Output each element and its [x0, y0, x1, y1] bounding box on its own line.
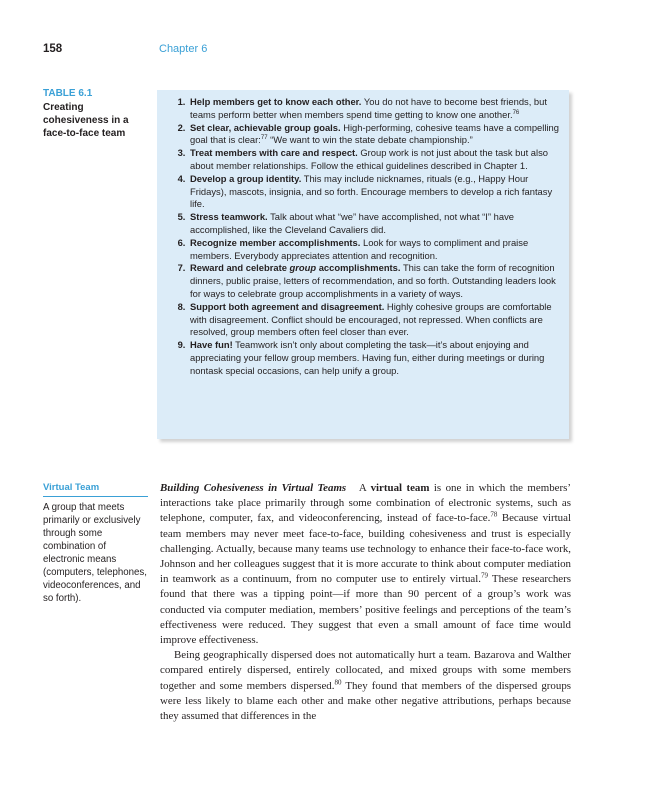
list-item — [188, 122, 559, 148]
endnote-ref: 78 — [490, 510, 498, 519]
tips-list — [157, 90, 569, 378]
item-heading: Have fun! — [190, 339, 233, 351]
list-item — [188, 237, 559, 263]
item-heading: Support both agreement and disagreement. — [190, 300, 385, 312]
item-heading: Recognize member accomplishments. — [190, 236, 361, 248]
endnote-ref: 79 — [481, 571, 488, 580]
item-text: High-performing, cohesive teams have a compelling goal that is clear: — [190, 121, 559, 146]
item-text: Teamwork isn’t only about completing the task—it’s about enjoying and appreciating your fellow group members. Having fun, either during meetings or during nontask special occasions, can help unify a group. — [190, 339, 545, 376]
paragraph — [160, 648, 571, 724]
table-caption — [43, 88, 148, 140]
text-run: A — [358, 482, 367, 494]
item-heading: Reward and celebrate — [190, 262, 287, 274]
item-heading: Stress teamwork. — [190, 211, 268, 223]
text-run: is one in which the members’ interactions take place primarily through some combination of electronic systems, such as telephone, computer, fax, and videoconferencing, instead of face-to-face. — [160, 482, 571, 525]
item-heading: Develop a group identity. — [190, 172, 302, 184]
item-heading-emphasis: group — [289, 262, 317, 274]
tips-box — [157, 90, 569, 439]
list-item — [188, 96, 559, 122]
table-label: TABLE 6.1 — [43, 88, 93, 99]
item-text: This can take the form of recognition dinners, public praise, letters of recommendation, and so forth. Outstanding leaders look for ways to celebrate group accomplishments in a variety of ways. — [190, 262, 556, 299]
endnote-ref: 77 — [260, 135, 268, 142]
list-item — [188, 147, 559, 173]
item-heading: Treat members with care and respect. — [190, 147, 358, 159]
chapter-title: Chapter 6 — [159, 43, 208, 55]
item-text: Highly cohesive groups are comfortable with disagreement. Conflict should be encouraged, not repressed. When conflicts are resolved, group members often feel closer than ever. — [190, 300, 552, 338]
key-term: virtual team — [370, 482, 430, 494]
item-text: You do not have to become best friends, but teams perform better when members spend time getting to know one another. — [190, 96, 547, 120]
item-heading: Set clear, achievable group goals. — [190, 121, 341, 133]
text-run: These researchers found that there was a tipping point—if more than 90 percent of a group’s work was conducted via computer mediation, members’ positive feelings and perceptions of the team’s effectiveness were reduced. They suggest that even a small amount of face time would improve effectiveness. — [160, 573, 572, 647]
item-heading-end: accomplishments. — [318, 262, 401, 274]
list-item — [188, 301, 559, 339]
page-number: 158 — [43, 43, 63, 55]
text-run: They found that members of the dispersed groups were less likely to blame each other and make other negative attributions, perhaps because they assumed that differences in the — [160, 679, 572, 723]
item-quote: “We want to win the state debate championship.” — [270, 134, 473, 146]
glossary-sidebar — [43, 482, 148, 605]
glossary-definition: A group that meets primarily or exclusively through some combination of electronic means (computers, telephones, videoconferences, and so forth). — [43, 502, 147, 604]
list-item — [188, 262, 559, 300]
text-run: Being geographically dispersed does not automatically hurt a team. Bazarova and Walther compared entirely dispersed, entirely collocated, and mixed groups with some members together and some members dispersed. — [160, 649, 571, 692]
endnote-ref: 80 — [334, 678, 342, 687]
body-text — [160, 481, 571, 724]
item-text: Talk about what “we” have accomplished, not what “I” have accomplished, like the Cleveland Cavaliers did. — [190, 211, 514, 235]
item-text: This may include nicknames, rituals (e.g., Happy Hour Fridays), mascots, insignia, and so forth. Encourage members to develop a rich fantasy life. — [190, 172, 553, 210]
glossary-term: Virtual Team — [43, 482, 148, 497]
endnote-ref: 76 — [512, 109, 520, 116]
list-item — [188, 339, 559, 377]
text-run: Because virtual team members may never meet face-to-face, building cohesiveness and trust is especially challenging. Actually, because many teams use technology to enhance their face-to-face work, Johnson and her colleagues suggest that it is more accurate to think about computer mediation in teamwork as a continuum, from no computer use to entirely virtual. — [160, 512, 571, 586]
list-item — [188, 211, 559, 237]
item-text: Look for ways to compliment and praise members. Everybody appreciates attention and recognition. — [190, 236, 529, 261]
item-text: Group work is not just about the task but also about member relationships. Follow the ethical guidelines described in Chapter 1. — [190, 147, 548, 171]
section-heading: Building Cohesiveness in Virtual Teams — [160, 482, 347, 494]
item-heading: Help members get to know each other. — [190, 96, 362, 107]
list-item — [188, 173, 559, 211]
paragraph — [160, 481, 571, 648]
table-title: Creating cohesiveness in a face-to-face team — [43, 102, 129, 139]
